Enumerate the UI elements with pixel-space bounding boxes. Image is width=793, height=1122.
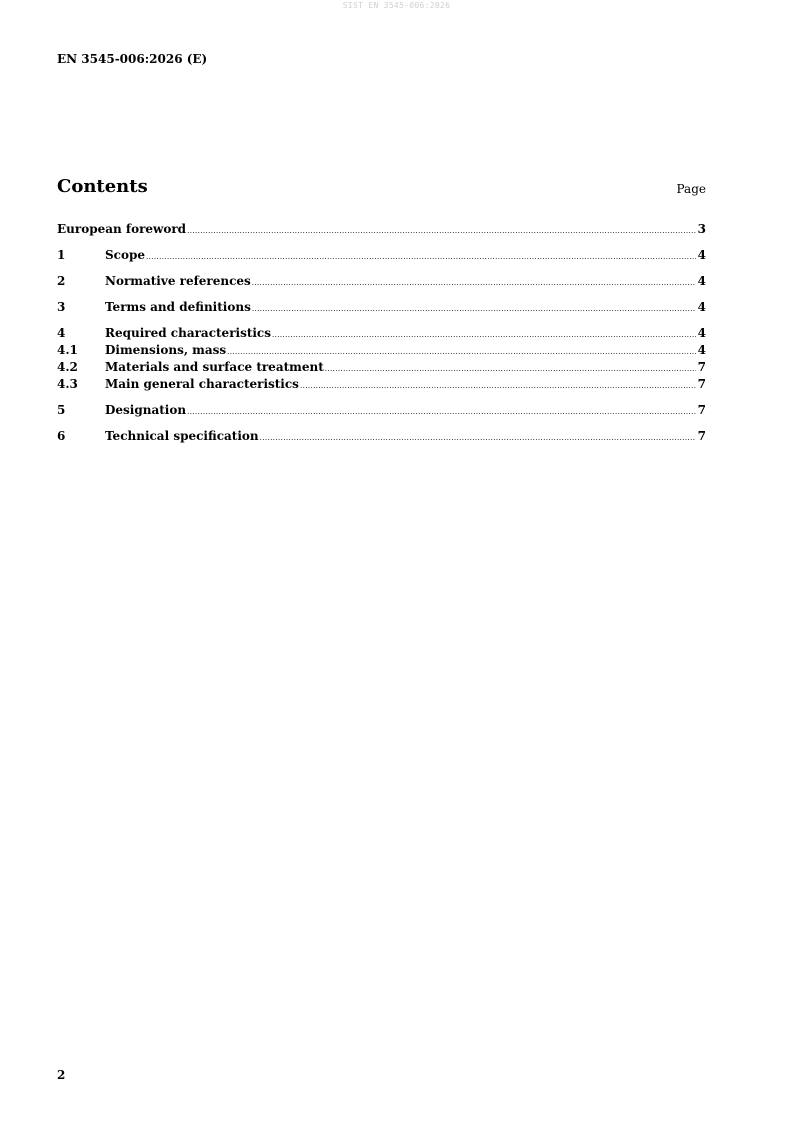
toc-leader-dots [300,378,696,395]
toc-entry-scope[interactable] [57,247,706,264]
toc-leader-dots [187,404,696,421]
page-number: 2 [57,1068,66,1082]
toc-leader-dots [272,327,696,344]
toc-entry-title: Terms and definitions [105,300,251,314]
toc-entry-title: Required characteristics [105,326,271,340]
toc-leader-dots [260,430,696,447]
toc-entry-number: 4.2 [57,360,78,374]
toc-entry-title: Technical specification [105,429,259,443]
toc-entry-page: 3 [697,222,706,236]
toc-entry-foreword[interactable] [57,221,706,238]
toc-entry-page: 7 [697,360,706,374]
toc-entry-terms-definitions[interactable] [57,299,706,316]
toc-entry-number: 4 [57,326,66,340]
toc-entry-number: 2 [57,274,66,288]
toc-entry-number: 3 [57,300,66,314]
toc-entry-number: 4.1 [57,343,78,357]
toc-leader-dots [146,249,696,266]
watermark-text: SIST EN 3545-006:2026 [342,1,451,10]
toc-entry-normative-references[interactable] [57,273,706,290]
toc-entry-title: Normative references [105,274,251,288]
contents-heading: Contents [57,176,148,197]
toc-entry-number: 4.3 [57,377,78,391]
toc-entry-page: 7 [697,377,706,391]
toc-entry-title: Scope [105,248,146,262]
toc-leader-dots [252,301,696,318]
toc-entry-page: 4 [697,274,706,288]
toc-entry-page: 4 [697,343,706,357]
toc-entry-number: 6 [57,429,66,443]
toc-leader-dots [187,223,696,240]
toc-entry-main-general-characteristics[interactable] [57,376,706,393]
toc-entry-technical-specification[interactable] [57,428,706,445]
toc-leader-dots [252,275,696,292]
toc-entry-dimensions-mass[interactable] [57,342,706,359]
toc-entry-required-characteristics[interactable] [57,325,706,342]
page-column-label: Page [676,182,706,196]
toc-entry-page: 4 [697,326,706,340]
toc-entry-page: 7 [697,429,706,443]
toc-leader-dots [325,361,696,378]
toc-entry-page: 4 [697,300,706,314]
toc-entry-materials-surface-treatment[interactable] [57,359,706,376]
toc-entry-title: Main general characteristics [105,377,299,391]
toc-entry-title: European foreword [57,222,187,236]
toc-entry-title: Dimensions, mass [105,343,227,357]
table-of-contents [57,221,706,445]
toc-entry-number: 1 [57,248,66,262]
toc-entry-page: 7 [697,403,706,417]
toc-entry-number: 5 [57,403,66,417]
toc-entry-title: Designation [105,403,187,417]
toc-entry-page: 4 [697,248,706,262]
toc-entry-title: Materials and surface treatment [105,360,324,374]
document-identifier: EN 3545-006:2026 (E) [57,52,208,66]
toc-entry-designation[interactable] [57,402,706,419]
